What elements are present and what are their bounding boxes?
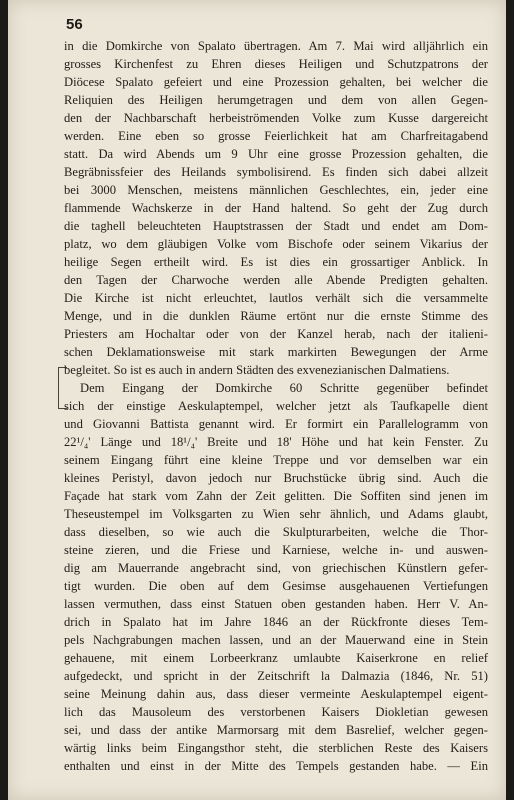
- text-line: schen Deklamationsweise mit stark markirten Bewegungen der Arme: [64, 345, 488, 359]
- text-line: begleitet. So ist es auch in andern Städten des exvenezianischen Dalmatiens.: [64, 363, 450, 377]
- text-line: den Tagen der Charwoche werden alle Abende Predigten gehalten.: [64, 273, 488, 287]
- text-line: die taghell beleuchteten Hauptstrassen der Stadt und endet am Dom-: [64, 219, 488, 233]
- text-line: kleines Peristyl, davon jedoch nur Bruchstücke übrig sind. Auch die: [64, 471, 488, 485]
- text-line: Priesters am Hochaltar oder von der Kanzel herab, nach der italieni-: [64, 327, 488, 341]
- text-line: heilige Segen ertheilt wird. Es ist dies ein grossartiger Anblick. In: [64, 255, 488, 269]
- text-line: sei, und dass der antike Marmorsarg mit dem Basrelief, welcher gegen-: [64, 723, 488, 737]
- text-line: bei 3000 Menschen, meistens männlichen Geschlechtes, ein, jeder eine: [64, 183, 488, 197]
- text-line: Die Kirche ist nicht erleuchtet, lautlos verhält sich die versammelte: [64, 291, 488, 305]
- page-number: 56: [66, 16, 83, 33]
- text-line: flammende Wachskerze in der Hand haltend. So geht der Zug durch: [64, 201, 488, 215]
- text-line: wärtig links beim Eingangsthor steht, die sterblichen Reste des Kaisers: [64, 741, 488, 755]
- text-line: Theseustempel im Volksgarten zu Wien sehr ähnlich, und Adams glaubt,: [64, 507, 488, 521]
- text-line: lich das Mausoleum des verstorbenen Kaisers Diokletian gewesen: [64, 705, 488, 719]
- text-line: statt. Da wird Abends um 9 Uhr eine grosse Prozession gehalten, die: [64, 147, 488, 161]
- text-line: aufgedeckt, und spricht in der Zeitschrift la Dalmazia (1846, Nr. 51): [64, 669, 488, 683]
- text-line: platz, wo dem gläubigen Volke vom Bischofe oder seinem Vikarius der: [64, 237, 488, 251]
- text-line: pels Nachgrabungen machen lassen, und an der Mauerwand eine in Stein: [64, 633, 488, 647]
- text-line: Diöcese Spalato gefeiert und eine Prozession gehalten, bei welcher die: [64, 75, 488, 89]
- text-line: Dem Eingang der Domkirche 60 Schritte gegenüber befindet: [80, 381, 488, 395]
- text-line: in die Domkirche von Spalato übertragen. Am 7. Mai wird alljährlich ein: [64, 39, 488, 53]
- text-line: Façade hat stark vom Zahn der Zeit gelitten. Die Soffiten sind jenen im: [64, 489, 488, 503]
- text-line: dass dieselben, so wie auch die Skulpturarbeiten, welche die Thor-: [64, 525, 488, 539]
- book-page: [8, 0, 506, 800]
- body-text: [64, 37, 488, 775]
- text-line: drich in Spalato hat im Jahre 1846 an der Rückfronte dieses Tem-: [64, 615, 488, 629]
- text-line: dig am Mauerrande angebracht sind, von griechischen Künstlern gefer-: [64, 561, 488, 575]
- text-line: sich der einstige Aeskulaptempel, welcher jetzt als Taufkapelle dient: [64, 399, 488, 413]
- text-line: tigt wurden. Die oben auf dem Gesimse ausgehauenen Vertiefungen: [64, 579, 488, 593]
- text-line: lassen vermuthen, dass einst Statuen oben gestanden haben. Herr V. An-: [64, 597, 488, 611]
- text-line: werden. Eine eben so grosse Feierlichkeit hat am Charfreitagabend: [64, 129, 488, 143]
- text-line: und Giovanni Battista genannt wird. Er formirt ein Parallelogramm von: [64, 417, 488, 431]
- text-line: 22¹/₄' Länge und 18¹/₄' Breite und 18' Höhe und hat kein Fenster. Zu: [64, 435, 488, 449]
- text-line: Begräbnissfeier des Heilands symbolisirend. Es finden sich dabei allzeit: [64, 165, 488, 179]
- text-line: seinem Eingang führt eine kleine Treppe und vor demselben war ein: [64, 453, 488, 467]
- text-line: gehauene, mit einem Lorbeerkranz umlaubte Kaiserkrone en relief: [64, 651, 488, 665]
- text-line: enthalten und einst in der Mitte des Tempels gestanden habe. — Ein: [64, 759, 488, 773]
- text-line: steine zieren, und die Friese und Karniese, welche in- und auswen-: [64, 543, 488, 557]
- text-line: den der Nachbarschaft herbeiströmenden Volke zum Kusse dargereicht: [64, 111, 488, 125]
- text-line: Menge, und in die dunklen Räume ertönt nur die ernste Stimme des: [64, 309, 488, 323]
- text-line: seine Meinung dahin aus, dass dieser vermeinte Aeskulaptempel eigent-: [64, 687, 488, 701]
- text-line: grosses Kirchenfest zu Ehren dieses Heiligen und Schutzpatrons der: [64, 57, 488, 71]
- text-line: Reliquien des Heiligen herumgetragen und dem von allen Gegen-: [64, 93, 488, 107]
